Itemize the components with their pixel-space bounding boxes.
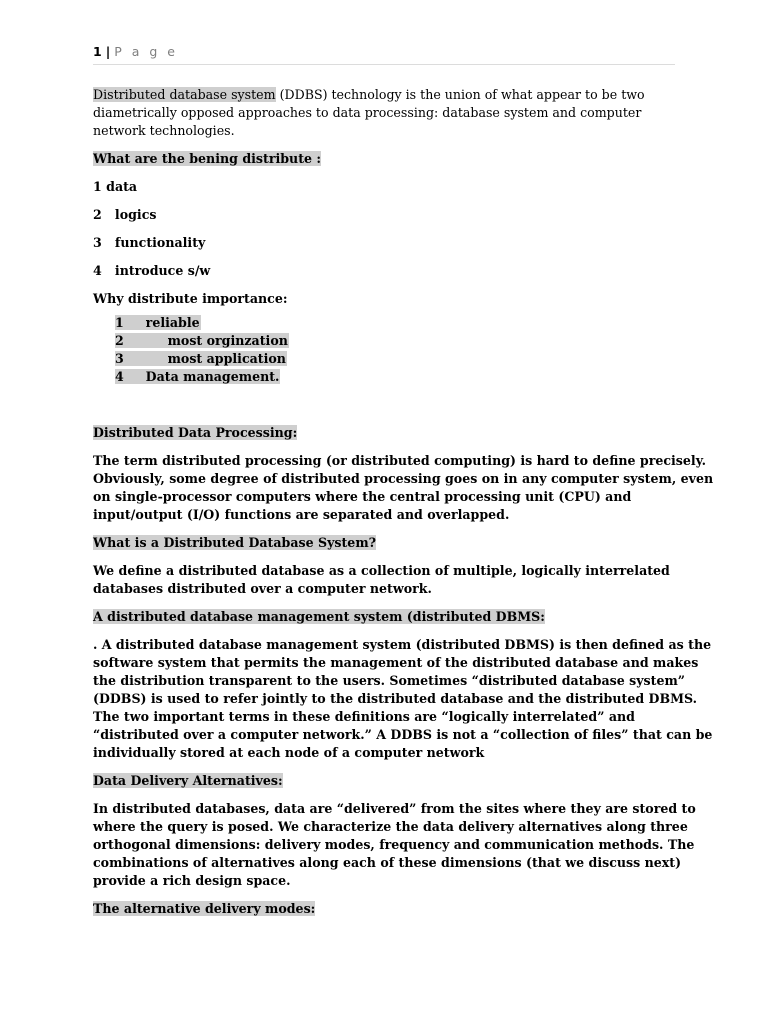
paragraph-line: input/output (I/O) functions are separated and overlapped. — [93, 507, 510, 522]
paragraph-line: where the query is posed. We characterize the data delivery alternatives along three — [93, 819, 688, 834]
paragraph-line: Obviously, some degree of distributed processing goes on in any computer system, even — [93, 471, 714, 486]
paragraph-line: . A distributed database management system (distributed DBMS) is then defined as the — [93, 637, 712, 652]
importance-item: 2 most orginzation — [115, 333, 288, 348]
list-item: 3 functionality — [93, 235, 206, 250]
heading-distributed-dbms: A distributed database management system (distributed DBMS: — [93, 609, 545, 624]
paragraph-line: combinations of alternatives along each of these dimensions (that we discuss next) — [93, 855, 682, 870]
importance-item: 3 most application — [115, 351, 286, 366]
paragraph-line: We define a distributed database as a collection of multiple, logically interrelated — [93, 563, 670, 578]
paragraph-line: orthogonal dimensions: delivery modes, frequency and communication methods. The — [93, 837, 695, 852]
list-item: 4 introduce s/w — [93, 263, 211, 278]
page-header — [93, 44, 675, 65]
ddp-paragraph — [93, 452, 714, 524]
paragraph-line: The two important terms in these definitions are “logically interrelated” and — [93, 709, 635, 724]
heading-data-delivery-alternatives: Data Delivery Alternatives: — [93, 773, 283, 788]
intro-paragraph — [93, 86, 683, 140]
intro-line-2: diametrically opposed approaches to data processing: database system and computer — [93, 105, 642, 120]
dbms-paragraph — [93, 636, 713, 762]
paragraph-line: “distributed over a computer network.” A DDBS is not a “collection of files” that can be — [93, 727, 713, 742]
importance-item: 4 Data management. — [115, 369, 280, 384]
heading-alternative-delivery-modes: The alternative delivery modes: — [93, 901, 316, 916]
list-item: 1 data — [93, 179, 138, 194]
importance-list — [93, 314, 683, 386]
page-number: 1 — [93, 44, 102, 59]
page-label: P a g e — [114, 44, 178, 59]
paragraph-line: individually stored at each node of a computer network — [93, 745, 485, 760]
paragraph-line: The term distributed processing (or distributed computing) is hard to define precisely. — [93, 453, 706, 468]
paragraph-line: (DDBS) is used to refer jointly to the distributed database and the distributed DBMS. — [93, 691, 698, 706]
intro-line-1-rest: (DDBS) technology is the union of what appear to be two — [275, 87, 645, 102]
list-item: 2 logics — [93, 207, 157, 222]
ddbs-paragraph — [93, 562, 683, 598]
heading-bening-distribute: What are the bening distribute : — [93, 151, 322, 166]
document-body — [93, 86, 714, 918]
importance-item: 1 reliable — [115, 315, 200, 330]
paragraph-line: provide a rich design space. — [93, 873, 291, 888]
paragraph-line: In distributed databases, data are “delivered” from the sites where they are stored to — [93, 801, 696, 816]
heading-why-distribute: Why distribute importance: — [93, 291, 288, 306]
heading-what-is-ddbs: What is a Distributed Database System? — [93, 535, 377, 550]
heading-distributed-data-processing: Distributed Data Processing: — [93, 425, 298, 440]
paragraph-line: software system that permits the management of the distributed database and makes — [93, 655, 699, 670]
intro-line-3: network technologies. — [93, 123, 235, 138]
header-separator: | — [105, 44, 111, 59]
dda-paragraph — [93, 800, 696, 890]
paragraph-line: the distribution transparent to the users. Sometimes “distributed database system” — [93, 673, 686, 688]
intro-term: Distributed database system — [93, 87, 276, 102]
paragraph-line: on single-processor computers where the central processing unit (CPU) and — [93, 489, 632, 504]
paragraph-line: databases distributed over a computer network. — [93, 581, 432, 596]
